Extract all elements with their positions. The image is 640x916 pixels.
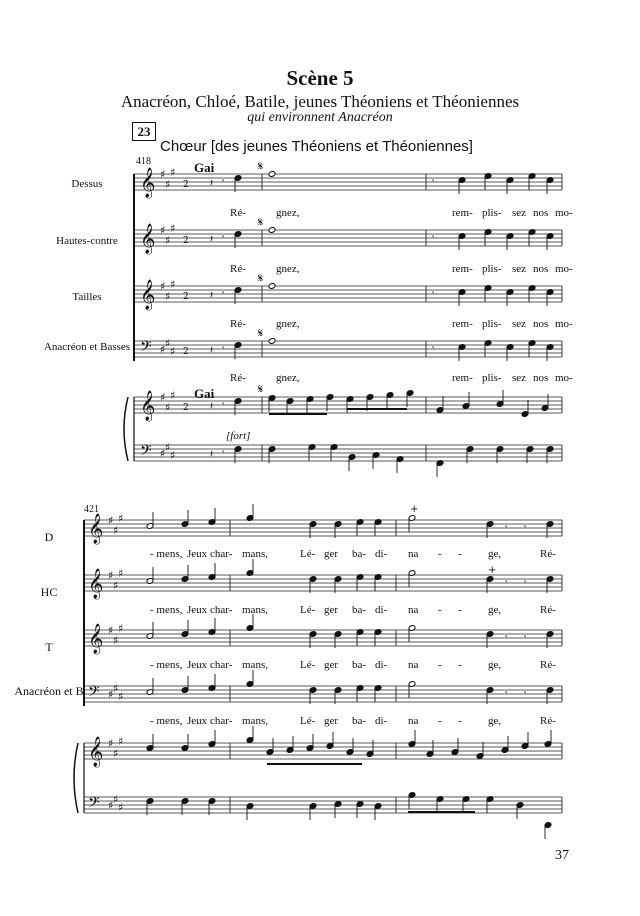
lyric: - [458,548,462,560]
lyric: Ré- [230,318,246,330]
treble-clef-icon: 𝄞 [140,168,156,198]
number-box: 23 [132,122,156,141]
lyric: Ré- [230,207,246,219]
lyric: gnez, [276,318,300,330]
measure-number-421: 421 [84,504,99,515]
lyric: na [408,659,419,671]
bass-clef-icon: 𝄢 [140,338,152,359]
voice-label-anacreon-b: Anacréon et B [14,684,84,698]
lyric: - [458,715,462,727]
sharp-sign: ♯ [165,178,171,191]
quarter-rest: 𝄽 [210,290,214,301]
voice-label-anacreon-basses: Anacréon et Basses [43,341,131,353]
eighth-rest: 𝄾 [222,177,225,187]
segno-icon: 𝄋 [258,382,264,396]
lyric: na [408,604,419,616]
lyric: Lé- [300,715,316,727]
sharp-sign: ♯ [165,234,171,247]
lyric: di- [375,659,388,671]
eighth-rest: 𝄾 [505,689,508,699]
lyric: Jeux [187,715,208,727]
eighth-rest: 𝄾 [524,523,527,533]
quarter-rest: 𝄽 [210,449,214,460]
voice-label-t: T [45,640,53,654]
time-signature: 2 [183,347,189,357]
lyric: - mens, [150,659,183,671]
lyric: ger [324,604,339,616]
sharp-sign: ♯ [160,447,166,460]
lyric: - mens, [150,715,183,727]
lyric: sez [512,372,527,384]
lyric: Ré- [230,372,246,384]
whole-note [268,227,276,234]
lyric: plis- [482,207,502,219]
lyric: Jeux [187,548,208,560]
lyric: nos [533,372,549,384]
sharp-sign: ♯ [118,690,124,703]
lyric: mo- [555,372,573,384]
lyric: mo- [555,263,573,275]
scene-title: Scène 5 [286,66,354,90]
lyric: char- [210,604,233,616]
lyric: sez [512,318,527,330]
lyric: ge, [488,715,502,727]
sharp-sign: ♯ [160,391,166,404]
tempo-marking-piano: Gai [194,386,215,401]
ornament-mark: + [410,504,419,515]
eighth-rest: 𝄾 [505,578,508,588]
chorus-heading: Chœur [des jeunes Théoniens et Théoniennes] [160,138,473,155]
eighth-rest: 𝄾 [222,344,225,354]
sharp-sign: ♯ [165,290,171,303]
lyric: - mens, [150,548,183,560]
segno-icon: 𝄋 [258,326,264,340]
treble-clef-icon: 𝄞 [88,737,104,767]
eighth-rest: 𝄾 [432,233,435,243]
lyric: plis- [482,263,502,275]
lyric: - [438,659,442,671]
time-signature: 2 [183,403,189,413]
sharp-sign: ♯ [170,345,176,358]
whole-note [268,283,276,290]
lyric: Jeux [187,604,208,616]
lyric: Lé- [300,548,316,560]
piano-brace [124,397,128,461]
lyric: char- [210,715,233,727]
lyric: rem- [452,318,473,330]
lyric: ger [324,548,339,560]
lyric: char- [210,548,233,560]
lyric: mans, [242,659,268,671]
lyric: Ré- [540,715,556,727]
lyric: - [438,548,442,560]
sharp-sign: ♯ [118,512,124,525]
treble-clef-icon: 𝄞 [88,569,104,599]
lyric: ge, [488,659,502,671]
measure-number-418: 418 [136,156,151,167]
bass-clef-icon: 𝄢 [140,442,152,463]
time-signature: 2 [183,292,189,302]
lyric: mo- [555,318,573,330]
lyric: sez [512,207,527,219]
sharp-sign: ♯ [170,278,176,291]
eighth-rest: 𝄾 [505,523,508,533]
sharp-sign: ♯ [118,567,124,580]
treble-clef-icon: 𝄞 [140,224,156,254]
lyric: Ré- [230,263,246,275]
lyric: Ré- [540,548,556,560]
tempo-marking: Gai [194,160,215,175]
lyric: - [438,715,442,727]
eighth-rest: 𝄾 [222,400,225,410]
scene-characters: Anacréon, Chloé, Batile, jeunes Théoniens et Théoniennes [120,92,520,111]
sharp-sign: ♯ [170,389,176,402]
whole-note [268,171,276,178]
lyric: di- [375,548,388,560]
treble-clef-icon: 𝄞 [140,280,156,310]
eighth-rest: 𝄾 [432,289,435,299]
lyric: mans, [242,604,268,616]
lyric: Ré- [540,659,556,671]
dynamic-marking: [fort] [226,430,251,442]
lyric: di- [375,715,388,727]
eighth-rest: 𝄾 [524,578,527,588]
lyric: - [458,659,462,671]
lyric: gnez, [276,207,300,219]
sharp-sign: ♯ [165,441,171,454]
segno-icon: 𝄋 [258,271,264,285]
treble-clef-icon: 𝄞 [88,624,104,654]
lyric: nos [533,263,549,275]
eighth-rest: 𝄾 [432,344,435,354]
lyric: rem- [452,372,473,384]
lyric: Lé- [300,604,316,616]
voice-label-dessus: Dessus [71,178,103,190]
sharp-sign: ♯ [118,801,124,814]
eighth-rest: 𝄾 [222,289,225,299]
sharp-sign: ♯ [113,634,119,647]
lyric: plis- [482,372,502,384]
lyric: char- [210,659,233,671]
quarter-rest: 𝄽 [210,234,214,245]
eighth-rest: 𝄾 [524,689,527,699]
sharp-sign: ♯ [170,449,176,462]
sharp-sign: ♯ [165,337,171,350]
lyric: mo- [555,207,573,219]
lyric: di- [375,604,388,616]
lyric: nos [533,207,549,219]
ornament-mark: + [488,565,497,576]
lyric: Jeux [187,659,208,671]
sharp-sign: ♯ [165,401,171,414]
lyric: ger [324,659,339,671]
lyric: rem- [452,207,473,219]
sharp-sign: ♯ [113,793,119,806]
lyric: plis- [482,318,502,330]
piano-brace [74,743,78,813]
sharp-sign: ♯ [113,747,119,760]
lyric: mans, [242,548,268,560]
quarter-rest: 𝄽 [210,178,214,189]
eighth-rest: 𝄾 [505,633,508,643]
whole-note [268,338,276,345]
lyric: ba- [352,548,367,560]
lyric: - [458,604,462,616]
sharp-sign: ♯ [118,735,124,748]
page-number: 37 [555,848,569,863]
eighth-rest: 𝄾 [432,177,435,187]
lyric: ger [324,715,339,727]
bass-clef-icon: 𝄢 [88,794,100,815]
bass-clef-icon: 𝄢 [88,683,100,704]
lyric: Ré- [540,604,556,616]
quarter-rest: 𝄽 [210,401,214,412]
sharp-sign: ♯ [113,579,119,592]
lyric: nos [533,318,549,330]
sharp-sign: ♯ [108,737,114,750]
sharp-sign: ♯ [108,569,114,582]
segno-icon: 𝄋 [258,159,264,173]
lyric: gnez, [276,263,300,275]
sharp-sign: ♯ [160,168,166,181]
sharp-sign: ♯ [108,624,114,637]
sharp-sign: ♯ [113,682,119,695]
treble-clef-icon: 𝄞 [88,514,104,544]
eighth-rest: 𝄾 [524,633,527,643]
lyric: Lé- [300,659,316,671]
sharp-sign: ♯ [170,166,176,179]
segno-icon: 𝄋 [258,215,264,229]
sharp-sign: ♯ [118,622,124,635]
time-signature: 2 [183,236,189,246]
voice-label-hc: HC [40,585,58,599]
sharp-sign: ♯ [170,222,176,235]
lyric: sez [512,263,527,275]
voice-label-d: D [44,530,54,544]
sharp-sign: ♯ [108,514,114,527]
lyric: na [408,548,419,560]
lyric: ba- [352,604,367,616]
lyric: - mens, [150,604,183,616]
lyric: gnez, [276,372,300,384]
lyric: ba- [352,659,367,671]
scene-direction: qui environnent Anacréon [247,110,393,125]
time-signature: 2 [183,180,189,190]
lyric: na [408,715,419,727]
eighth-rest: 𝄾 [222,448,225,458]
lyric: ba- [352,715,367,727]
quarter-rest: 𝄽 [210,345,214,356]
sharp-sign: ♯ [160,224,166,237]
lyric: ge, [488,604,502,616]
eighth-rest: 𝄾 [222,233,225,243]
treble-clef-icon: 𝄞 [140,391,156,421]
sharp-sign: ♯ [160,280,166,293]
lyric: ge, [488,548,502,560]
voice-label-hautes-contre: Hautes-contre [56,235,118,247]
sharp-sign: ♯ [113,524,119,537]
sharp-sign: ♯ [108,688,114,701]
voice-label-tailles: Tailles [72,291,102,303]
lyric: rem- [452,263,473,275]
sharp-sign: ♯ [108,799,114,812]
lyric: mans, [242,715,268,727]
sharp-sign: ♯ [160,343,166,356]
lyric: - [438,604,442,616]
